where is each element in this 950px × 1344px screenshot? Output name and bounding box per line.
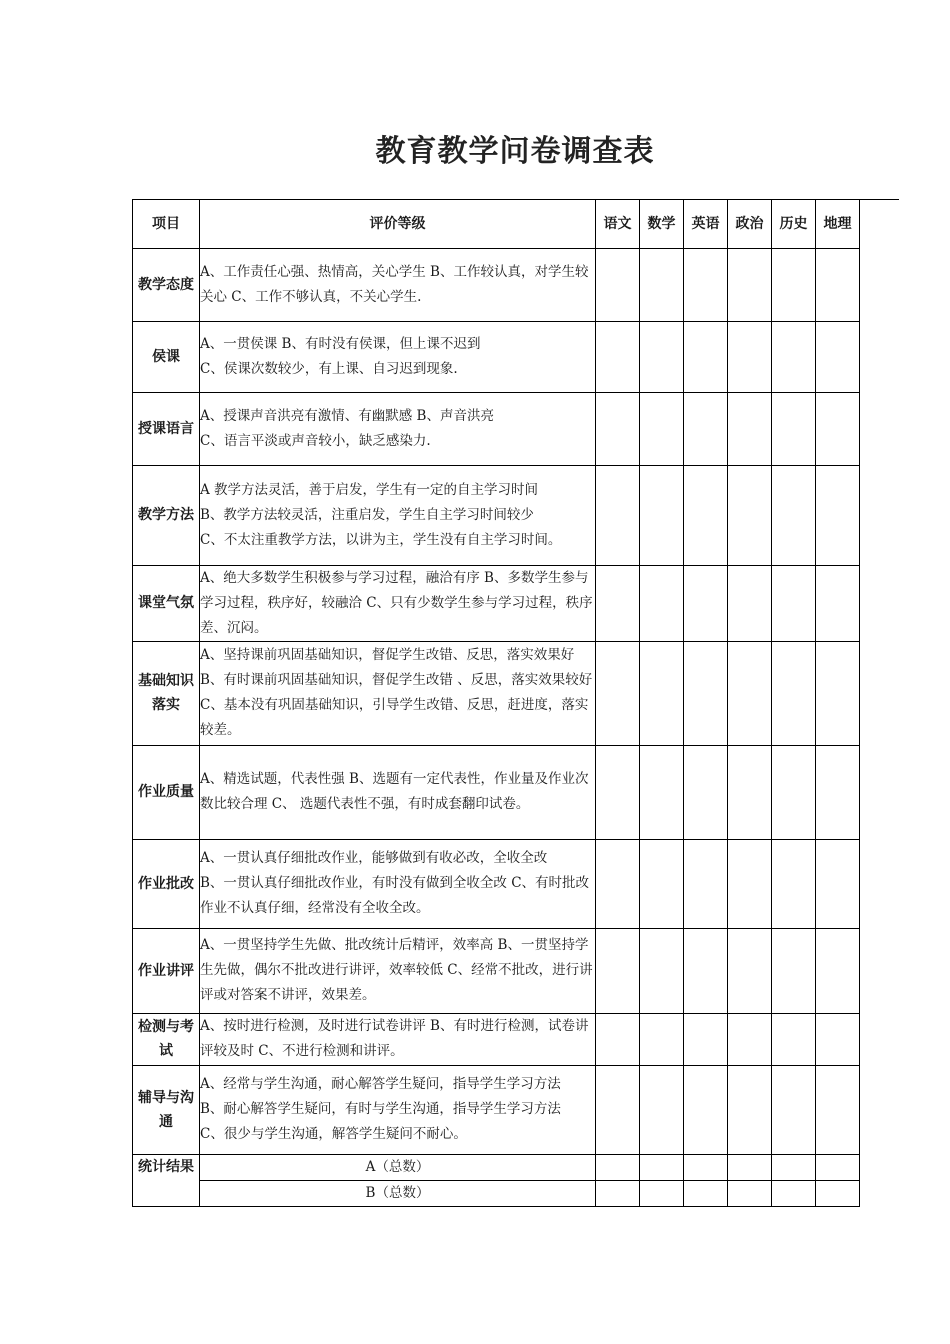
score-cell[interactable] <box>596 1180 640 1206</box>
score-cell[interactable] <box>772 321 816 392</box>
score-cell[interactable] <box>816 321 860 392</box>
score-cell[interactable] <box>728 248 772 321</box>
score-cell[interactable] <box>816 1065 860 1154</box>
score-cell[interactable] <box>640 745 684 839</box>
score-cell[interactable] <box>816 1180 860 1206</box>
row-item-label: 教学方法 <box>133 465 200 565</box>
totals-label: 统计结果 <box>133 1154 200 1206</box>
score-cell[interactable] <box>728 465 772 565</box>
score-cell[interactable] <box>684 1180 728 1206</box>
score-cell[interactable] <box>728 565 772 641</box>
score-cell[interactable] <box>640 641 684 745</box>
row-item-label: 基础知识落实 <box>133 641 200 745</box>
score-cell[interactable] <box>596 839 640 928</box>
score-cell[interactable] <box>684 321 728 392</box>
table-row <box>133 1065 860 1154</box>
score-cell[interactable] <box>816 248 860 321</box>
header-subject-chinese: 语文 <box>596 199 640 248</box>
row-item-label: 检测与考试 <box>133 1013 200 1065</box>
row-criteria: A、一贯坚持学生先做、批改统计后精评，效率高 B、一贯坚持学生先做，偶尔不批改进行讲评，效率较低 C、经常不批改，进行讲评或对答案不讲评，效果差。 <box>200 928 596 1013</box>
table-row <box>133 1013 860 1065</box>
score-cell[interactable] <box>684 465 728 565</box>
score-cell[interactable] <box>728 745 772 839</box>
score-cell[interactable] <box>772 1154 816 1180</box>
score-cell[interactable] <box>684 839 728 928</box>
score-cell[interactable] <box>816 641 860 745</box>
header-criteria: 评价等级 <box>200 199 596 248</box>
row-criteria: A、按时进行检测，及时进行试卷讲评 B、有时进行检测，试卷讲评较及时 C、不进行检测和讲评。 <box>200 1013 596 1065</box>
table-row <box>133 565 860 641</box>
row-criteria: A、坚持课前巩固基础知识，督促学生改错、反思，落实效果好 B、有时课前巩固基础知识，督促学生改错 、反思，落实效果较好 C、基本没有巩固基础知识，引导学生改错、反思，赶进度，落实较差。 <box>200 641 596 745</box>
score-cell[interactable] <box>640 321 684 392</box>
score-cell[interactable] <box>640 465 684 565</box>
score-cell[interactable] <box>596 392 640 465</box>
score-cell[interactable] <box>684 928 728 1013</box>
score-cell[interactable] <box>772 745 816 839</box>
row-criteria: A、一贯认真仔细批改作业，能够做到有收必改，全收全改 B、一贯认真仔细批改作业，有时没有做到全收全改 C、有时批改作业不认真仔细，经常没有全收全改。 <box>200 839 596 928</box>
header-row <box>133 199 860 248</box>
score-cell[interactable] <box>816 465 860 565</box>
table-row <box>133 641 860 745</box>
score-cell[interactable] <box>684 1154 728 1180</box>
score-cell[interactable] <box>772 565 816 641</box>
totals-row-a <box>133 1154 860 1180</box>
score-cell[interactable] <box>816 392 860 465</box>
header-subject-math: 数学 <box>640 199 684 248</box>
header-subject-history: 历史 <box>772 199 816 248</box>
score-cell[interactable] <box>640 392 684 465</box>
table-row <box>133 321 860 392</box>
score-cell[interactable] <box>640 1013 684 1065</box>
score-cell[interactable] <box>728 321 772 392</box>
score-cell[interactable] <box>728 641 772 745</box>
score-cell[interactable] <box>640 1154 684 1180</box>
table-row <box>133 928 860 1013</box>
score-cell[interactable] <box>772 641 816 745</box>
score-cell[interactable] <box>772 839 816 928</box>
table-row <box>133 465 860 565</box>
score-cell[interactable] <box>772 1013 816 1065</box>
score-cell[interactable] <box>772 465 816 565</box>
score-cell[interactable] <box>596 1065 640 1154</box>
header-subject-politics: 政治 <box>728 199 772 248</box>
score-cell[interactable] <box>596 1154 640 1180</box>
score-cell[interactable] <box>596 565 640 641</box>
score-cell[interactable] <box>596 641 640 745</box>
score-cell[interactable] <box>728 1180 772 1206</box>
totals-row-b <box>133 1180 860 1206</box>
survey-table <box>132 199 860 1207</box>
score-cell[interactable] <box>772 392 816 465</box>
row-item-label: 辅导与沟通 <box>133 1065 200 1154</box>
score-cell[interactable] <box>684 641 728 745</box>
page-title: 教育教学问卷调查表 <box>375 134 655 169</box>
row-item-label: 课堂气氛 <box>133 565 200 641</box>
score-cell[interactable] <box>684 565 728 641</box>
score-cell[interactable] <box>596 745 640 839</box>
score-cell[interactable] <box>772 1180 816 1206</box>
row-criteria: A 教学方法灵活，善于启发，学生有一定的自主学习时间 B、教学方法较灵活，注重启发，学生自主学习时间较少 C、不太注重教学方法，以讲为主，学生没有自主学习时间。 <box>200 465 596 565</box>
score-cell[interactable] <box>640 839 684 928</box>
score-cell[interactable] <box>640 1180 684 1206</box>
score-cell[interactable] <box>816 745 860 839</box>
table-row <box>133 745 860 839</box>
score-cell[interactable] <box>816 1013 860 1065</box>
header-subject-geography: 地理 <box>816 199 860 248</box>
row-criteria: A、工作责任心强、热情高，关心学生 B、工作较认真，对学生较关心 C、工作不够认真，不关心学生. <box>200 248 596 321</box>
score-cell[interactable] <box>728 1154 772 1180</box>
row-criteria: A、绝大多数学生积极参与学习过程，融洽有序 B、多数学生参与学习过程，秩序好，较融洽 C、只有少数学生参与学习过程，秩序差、沉闷。 <box>200 565 596 641</box>
score-cell[interactable] <box>684 1065 728 1154</box>
score-cell[interactable] <box>816 839 860 928</box>
score-cell[interactable] <box>640 565 684 641</box>
row-item-label: 作业批改 <box>133 839 200 928</box>
score-cell[interactable] <box>596 465 640 565</box>
totals-b-label: B（总数） <box>200 1180 596 1206</box>
score-cell[interactable] <box>596 248 640 321</box>
table-row <box>133 839 860 928</box>
score-cell[interactable] <box>640 1065 684 1154</box>
score-cell[interactable] <box>816 1154 860 1180</box>
row-criteria: A、一贯侯课 B、有时没有侯课，但上课不迟到 C、侯课次数较少，有上课、自习迟到现象. <box>200 321 596 392</box>
table-row <box>133 392 860 465</box>
score-cell[interactable] <box>684 248 728 321</box>
score-cell[interactable] <box>728 1065 772 1154</box>
row-item-label: 授课语言 <box>133 392 200 465</box>
row-criteria: A、精选试题，代表性强 B、选题有一定代表性，作业量及作业次数比较合理 C、 选题代表性不强，有时成套翻印试卷。 <box>200 745 596 839</box>
table-row <box>133 248 860 321</box>
score-cell[interactable] <box>684 1013 728 1065</box>
row-criteria: A、授课声音洪亮有激情、有幽默感 B、声音洪亮 C、语言平淡或声音较小，缺乏感染力. <box>200 392 596 465</box>
score-cell[interactable] <box>772 1065 816 1154</box>
score-cell[interactable] <box>816 565 860 641</box>
row-item-label: 教学态度 <box>133 248 200 321</box>
row-item-label: 作业讲评 <box>133 928 200 1013</box>
score-cell[interactable] <box>640 248 684 321</box>
score-cell[interactable] <box>728 392 772 465</box>
row-item-label: 侯课 <box>133 321 200 392</box>
score-cell[interactable] <box>596 321 640 392</box>
score-cell[interactable] <box>684 745 728 839</box>
row-criteria: A、经常与学生沟通，耐心解答学生疑问，指导学生学习方法 B、耐心解答学生疑问，有时与学生沟通，指导学生学习方法 C、很少与学生沟通，解答学生疑问不耐心。 <box>200 1065 596 1154</box>
score-cell[interactable] <box>816 928 860 1013</box>
totals-a-label: A（总数） <box>200 1154 596 1180</box>
score-cell[interactable] <box>728 839 772 928</box>
score-cell[interactable] <box>772 248 816 321</box>
row-item-label: 作业质量 <box>133 745 200 839</box>
score-cell[interactable] <box>728 928 772 1013</box>
score-cell[interactable] <box>640 928 684 1013</box>
score-cell[interactable] <box>772 928 816 1013</box>
header-item: 项目 <box>133 199 200 248</box>
score-cell[interactable] <box>596 928 640 1013</box>
score-cell[interactable] <box>728 1013 772 1065</box>
score-cell[interactable] <box>596 1013 640 1065</box>
score-cell[interactable] <box>684 392 728 465</box>
header-subject-english: 英语 <box>684 199 728 248</box>
